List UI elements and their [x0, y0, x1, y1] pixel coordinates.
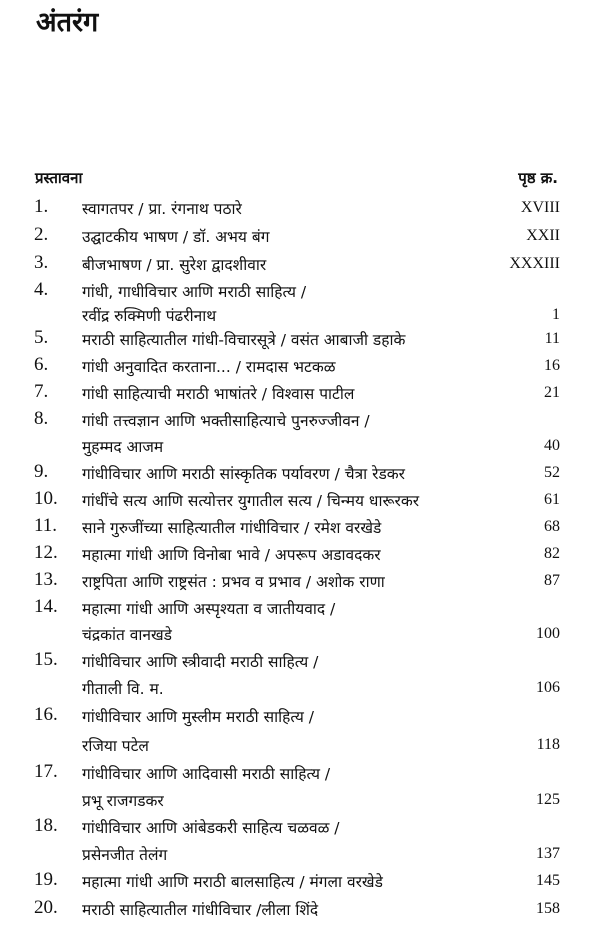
entry-number: 4.	[34, 279, 49, 300]
entry-author: प्रसेनजीत तेलंग	[82, 846, 168, 864]
entry-page: 1	[552, 306, 560, 323]
entry-title: गांधींचे सत्य आणि सत्योत्तर युगातील सत्य / चिन्मय धारूरकर	[82, 492, 420, 510]
entry-page: 118	[536, 736, 560, 753]
toc-entry	[0, 703, 600, 729]
entry-page: 68	[544, 518, 560, 535]
entry-title: गांधी, गाधीविचार आणि मराठी साहित्य /	[82, 283, 307, 301]
toc-entry-continuation	[0, 841, 600, 867]
entry-title: उद्घाटकीय भाषण / डॉ. अभय बंग	[82, 228, 270, 246]
entry-number: 19.	[34, 869, 58, 890]
entry-title: गांधीविचार आणि आदिवासी मराठी साहित्य /	[82, 765, 331, 783]
entry-number: 1.	[34, 196, 49, 217]
entry-page: 61	[544, 491, 560, 508]
toc-entry	[0, 195, 600, 221]
entry-page: 40	[544, 437, 560, 454]
toc-entry	[0, 326, 600, 352]
entry-title: मराठी साहित्यातील गांधी-विचारसूत्रे / वसंत आबाजी डहाके	[82, 331, 406, 349]
entry-page: 158	[536, 900, 560, 917]
entry-number: 9.	[34, 461, 49, 482]
entry-number: 13.	[34, 569, 58, 590]
entry-number: 3.	[34, 252, 49, 273]
entry-number: 12.	[34, 542, 58, 563]
toc-entry	[0, 460, 600, 486]
toc-entry	[0, 353, 600, 379]
toc-entry	[0, 595, 600, 621]
entry-page: XXXIII	[509, 255, 560, 272]
entry-title: गांधी तत्त्वज्ञान आणि भक्तीसाहित्याचे पुनरुज्जीवन /	[82, 412, 370, 430]
preface-heading: प्रस्तावना	[35, 169, 83, 187]
entry-title: गांधीविचार आणि आंबेडकरी साहित्य चळवळ /	[82, 819, 340, 837]
entry-author: प्रभू राजगडकर	[82, 792, 164, 810]
toc-entry	[0, 251, 600, 277]
toc-entry-continuation	[0, 675, 600, 701]
entry-title: गांधी अनुवादित करताना... / रामदास भटकळ	[82, 358, 336, 376]
toc-entry	[0, 760, 600, 786]
entry-page: XXII	[526, 227, 560, 244]
entry-title: महात्मा गांधी आणि विनोबा भावे / अपरूप अडावदकर	[82, 546, 381, 564]
toc-entry	[0, 541, 600, 567]
page-title: अंतरंग	[36, 7, 99, 38]
entry-number: 14.	[34, 596, 58, 617]
toc-entry-continuation	[0, 787, 600, 813]
entry-author: मुहम्मद आजम	[82, 438, 164, 456]
toc-entry-continuation	[0, 433, 600, 459]
entry-number: 20.	[34, 897, 58, 918]
entry-title: गांधीविचार आणि मुस्लीम मराठी साहित्य /	[82, 708, 314, 726]
entry-number: 18.	[34, 815, 58, 836]
entry-title: राष्ट्रपिता आणि राष्ट्रसंत : प्रभव व प्रभाव / अशोक राणा	[82, 573, 385, 591]
toc-entry-continuation	[0, 621, 600, 647]
entry-title: गांधी साहित्याची मराठी भाषांतरे / विश्वास पाटील	[82, 385, 355, 403]
entry-number: 15.	[34, 649, 58, 670]
entry-page: 82	[544, 545, 560, 562]
entry-page: 21	[544, 384, 560, 401]
entry-page: XVIII	[520, 199, 560, 216]
toc-entry	[0, 487, 600, 513]
entry-page: 52	[544, 464, 560, 481]
entry-number: 6.	[34, 354, 49, 375]
entry-title: महात्मा गांधी आणि अस्पृश्यता व जातीयवाद /	[82, 600, 336, 618]
entry-title: मराठी साहित्यातील गांधीविचार /लीला शिंदे	[82, 901, 319, 919]
entry-page: 145	[536, 872, 560, 889]
toc-entry	[0, 514, 600, 540]
entry-number: 5.	[34, 327, 49, 348]
toc-entry	[0, 896, 600, 922]
entry-page: 100	[536, 625, 560, 642]
entry-number: 16.	[34, 704, 58, 725]
entry-author: रवींद्र रुक्मिणी पंढरीनाथ	[82, 307, 217, 325]
entry-page: 106	[536, 679, 560, 696]
toc-entry-continuation	[0, 302, 600, 328]
entry-page: 125	[536, 791, 560, 808]
entry-page: 87	[544, 572, 560, 589]
entry-author: गीताली वि. म.	[82, 680, 164, 698]
entry-number: 17.	[34, 761, 58, 782]
toc-entry-continuation	[0, 732, 600, 758]
toc-entry	[0, 648, 600, 674]
entry-title: गांधीविचार आणि स्त्रीवादी मराठी साहित्य /	[82, 653, 319, 671]
toc-entry	[0, 223, 600, 249]
entry-page: 11	[544, 330, 560, 347]
toc-entry	[0, 814, 600, 840]
entry-number: 8.	[34, 408, 49, 429]
entry-title: बीजभाषण / प्रा. सुरेश द्वादशीवार	[82, 256, 267, 274]
entry-author: रजिया पटेल	[82, 737, 149, 755]
entry-number: 11.	[34, 515, 58, 536]
toc-entry	[0, 278, 600, 304]
entry-title: गांधीविचार आणि मराठी सांस्कृतिक पर्यावरण / चैत्रा रेडकर	[82, 465, 405, 483]
entry-author: चंद्रकांत वानखडे	[82, 626, 172, 644]
toc-entry	[0, 407, 600, 433]
toc-entry	[0, 868, 600, 894]
entry-title: महात्मा गांधी आणि मराठी बालसाहित्य / मंगला वरखेडे	[82, 873, 383, 891]
entry-page: 137	[536, 845, 560, 862]
entry-number: 7.	[34, 381, 49, 402]
entry-title: साने गुरुजींच्या साहित्यातील गांधीविचार / रमेश वरखेडे	[82, 519, 382, 537]
toc-entry	[0, 380, 600, 406]
toc-entry	[0, 568, 600, 594]
entry-number: 10.	[34, 488, 58, 509]
page-number-heading: पृष्ठ क्र.	[518, 169, 558, 187]
entry-number: 2.	[34, 224, 49, 245]
entry-title: स्वागतपर / प्रा. रंगनाथ पठारे	[82, 200, 242, 218]
entry-page: 16	[544, 357, 560, 374]
